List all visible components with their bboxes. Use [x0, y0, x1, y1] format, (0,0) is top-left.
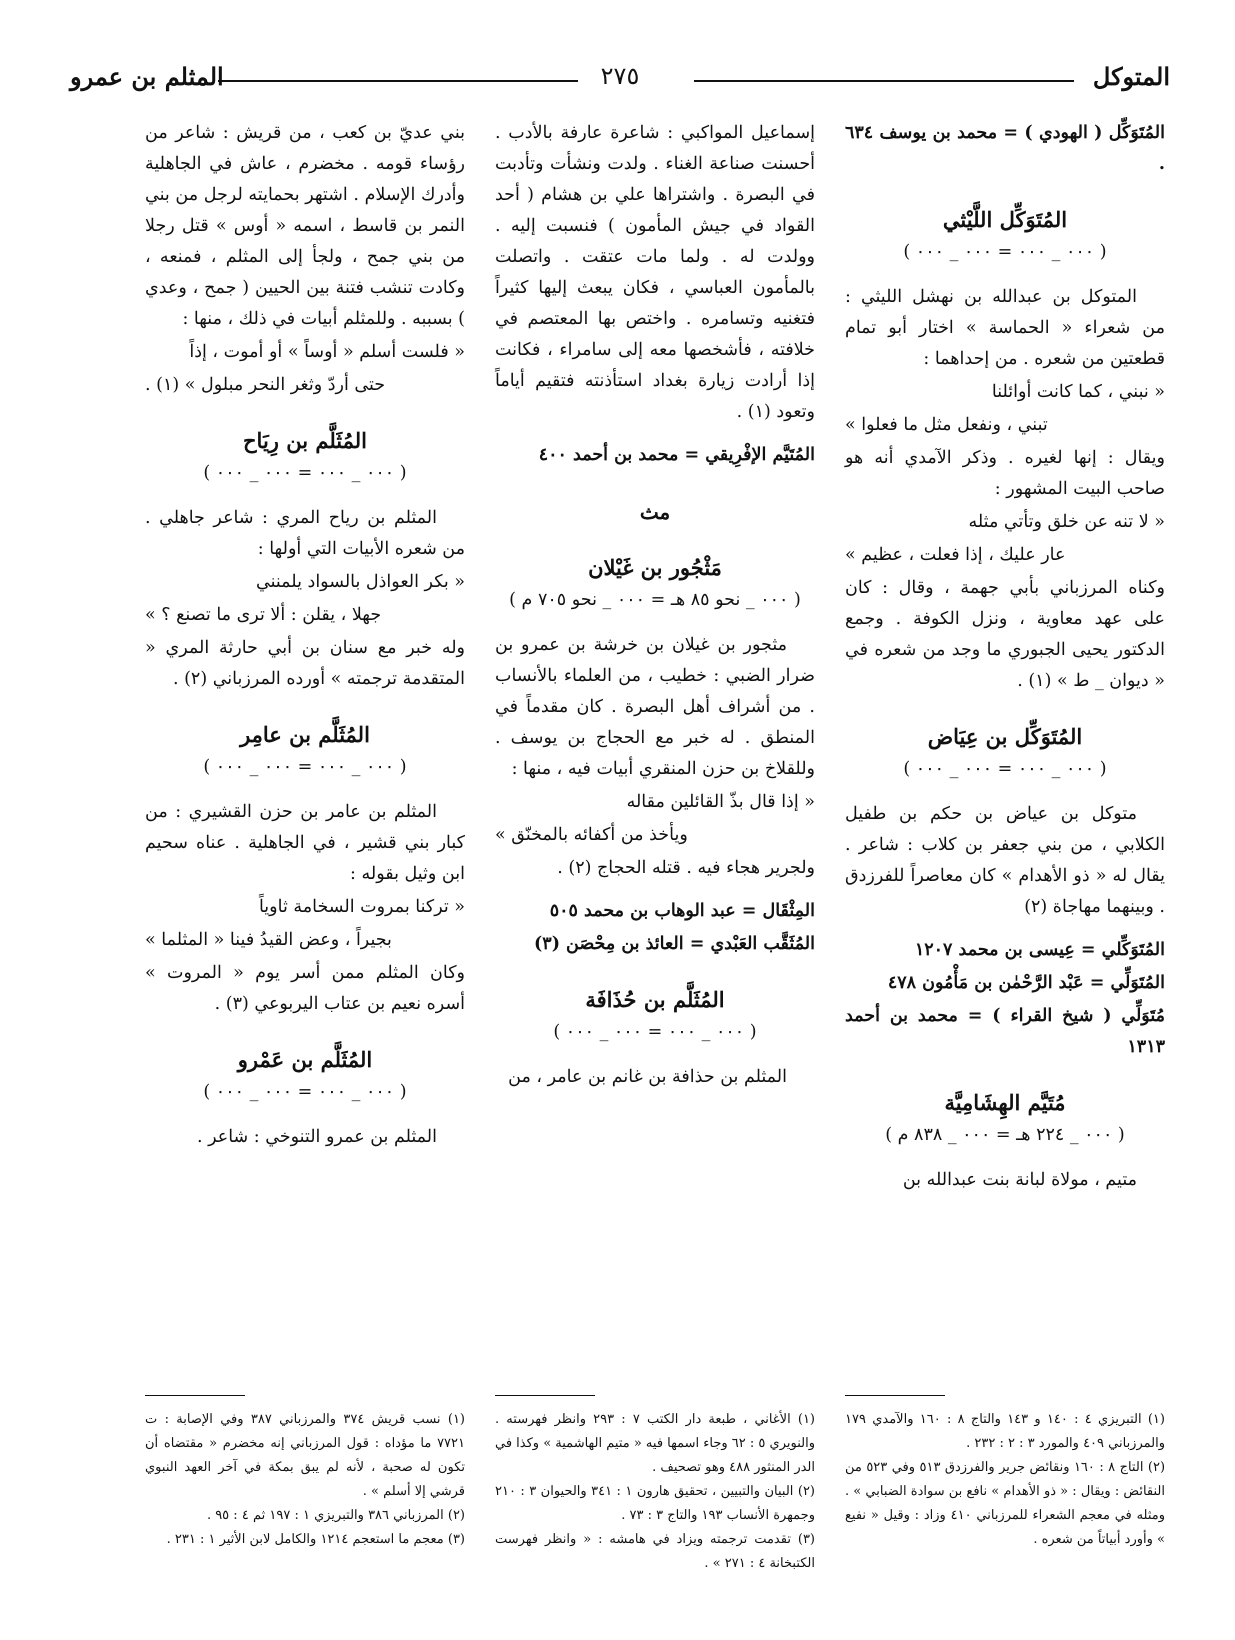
entry-dates: ( ٠٠٠ _ ٢٢٤ هـ = ٠٠٠ _ ٨٣٨ م ): [885, 1125, 1125, 1145]
verse-line: جهلا ، يقلن : ألا ترى ما تصنع ؟ »: [145, 605, 382, 625]
footnote-rule: [845, 1395, 945, 1396]
entry-text: ويقال : إنها لغيره . وذكر الآمدي أنه هو صاحب البيت المشهور :: [845, 448, 1165, 499]
verse-line: « بكر العواذل بالسواد يلمنني: [256, 572, 465, 592]
verse-line: « تركنا بمروت السخامة ثاوياً: [258, 897, 465, 917]
entry-dates: ( ٠٠٠ _ ٠٠٠ = ٠٠٠ _ ٠٠٠ ): [203, 463, 407, 483]
entry-heading: المُتَوَكِّل اللَّيْثي: [942, 207, 1068, 232]
verse-line: « لا تنه عن خلق وتأتي مثله: [968, 512, 1165, 532]
page-header: [70, 62, 1170, 102]
footnote: (٢) المرزباني ٣٨٦ والتبريزي ١ : ١٩٧ ثم ٤ : ٩٥ .: [206, 1508, 465, 1523]
footnote-rule: [495, 1395, 595, 1396]
entry-dates: ( ٠٠٠ _ نحو ٨٥ هـ = ٠٠٠ _ نحو ٧٠٥ م ): [509, 590, 801, 610]
entry-text: وكان المثلم ممن أسر يوم « المروت » أسره نعيم بن عتاب اليربوعي (٣) .: [145, 963, 465, 1014]
entry-dates: ( ٠٠٠ _ ٠٠٠ = ٠٠٠ _ ٠٠٠ ): [203, 1082, 407, 1102]
entry-text: وله خبر مع سنان بن أبي حارثة المري « المتقدمة ترجمته » أورده المرزباني (٢) .: [145, 638, 465, 689]
header-rule-right: [694, 80, 1074, 82]
entry-text: وكناه المرزباني بأبي جهمة ، وقال : كان على عهد معاوية ، ونزل الكوفة . وجمع الدكتور يحيى الجبوري ما وجد من شعره في « ديوان _ ط » (١) .: [845, 578, 1165, 691]
entry-heading: المُثَلَّم بن عامِر: [240, 722, 370, 747]
footnote: (٢) التاج ٨ : ١٦٠ ونقائض جرير والفرزدق ٥١٣ وفي ٥٢٣ من النقائض : ويقال : « ذو الأهدام » نافع بن سوادة الضبابي » . ومثله في معجم الشعراء للمرزباني ٤١٠ وزاد : وقيل « نفيع » وأورد أبياتاً من شعره .: [845, 1460, 1166, 1547]
entry-heading: مَثْجُور بن غَيْلان: [588, 555, 722, 580]
entry-text: بني عديّ بن كعب ، من قريش : شاعر من رؤساء قومه . مخضرم ، عاش في الجاهلية وأدرك الإسلام . اشتهر بحمايته لرجل من بني النمر بن قاسط ، اسمه « أوس » قتل رجلا من بني جمح ، ولجأ إلى المثلم ، فمنعه ، وكادت تنشب فتنة بين الحيين ( جمح ، وعدي ) بسببه . وللمثلم أبيات في ذلك ، منها :: [145, 123, 465, 329]
entry-text: متيم ، مولاة لبانة بنت عبدالله بن: [902, 1170, 1137, 1190]
verse-line: ويأخذ من أكفائه بالمخنّق »: [495, 825, 688, 845]
verse-line: « نبني ، كما كانت أوائلنا: [991, 382, 1165, 402]
verse-line: تبني ، ونفعل مثل ما فعلوا »: [845, 415, 1048, 435]
footnote-rule: [145, 1395, 245, 1396]
footnote: (١) الأغاني ، طبعة دار الكتب ٧ : ٢٩٣ وانظر فهرسته . والنويري ٥ : ٦٢ وجاء اسمها فيه « متيم الهاشمية » وكذا في الدر المنثور ٤٨٨ وهو تصحيف .: [494, 1412, 815, 1475]
verse-line: « إذا قال بذّ القائلين مقاله: [626, 792, 815, 812]
page-number: ٢٧٥: [600, 62, 640, 90]
cross-reference: المُتَوَكِّل ( الهودي ) = محمد بن يوسف ٦٣٤ .: [845, 123, 1165, 174]
cross-reference: المُتَيَّم الإفْرِيقي = محمد بن أحمد ٤٠٠: [538, 445, 815, 465]
entry-dates: ( ٠٠٠ _ ٠٠٠ = ٠٠٠ _ ٠٠٠ ): [903, 759, 1107, 779]
entry-heading: مُتَيَّم الهِشَامِيَّة: [944, 1090, 1066, 1115]
entry-dates: ( ٠٠٠ _ ٠٠٠ = ٠٠٠ _ ٠٠٠ ): [203, 757, 407, 777]
entry-text: مثجور بن غيلان بن خرشة بن عمرو بن ضرار الضبي : خطيب ، من العلماء بالأنساب . من أشراف أهل البصرة . كان مقدماً في المنطق . له خبر مع الحجاج بن يوسف . وللقلاخ بن حزن المنقري أبيات فيه ، منها :: [495, 635, 815, 779]
entry-heading: المُثَلَّم بن عَمْرو: [237, 1047, 373, 1072]
entry-text: متوكل بن عياض بن حكم بن طفيل الكلابي ، من بني جعفر بن كلاب : شاعر . يقال له « ذو الأهدام » كان معاصراً للفرزدق . وبينهما مهاجاة (٢): [845, 804, 1165, 917]
footnote: (٣) تقدمت ترجمته ويزاد في هامشه : « وانظر فهرست الكتبخانة ٤ : ٢٧١ » .: [495, 1532, 815, 1571]
cross-reference: المِثْقَال = عبد الوهاب بن محمد ٥٠٥: [549, 901, 815, 921]
entry-text: المثلم بن رياح المري : شاعر جاهلي . من شعره الأبيات التي أولها :: [145, 508, 465, 559]
entry-heading: المُثَلَّم بن حُذَافَة: [585, 987, 725, 1012]
cross-reference: المُتَوَكِّلي = عِيسى بن محمد ١٢٠٧: [914, 940, 1165, 960]
footnote: (٢) البيان والتبيين ، تحقيق هارون ١ : ٣٤١ والحيوان ٣ : ٢١٠ وجمهرة الأنساب ١٩٣ والتاج ٣ : ٧٣ .: [495, 1484, 815, 1523]
entry-heading: المُتَوَكِّل بن عِيَاض: [927, 724, 1083, 749]
verse-line: حتى أردّ وثغر النحر مبلول » (١) .: [145, 375, 386, 395]
verse-line: بجيراً ، وعض القيدُ فينا « المثلما »: [145, 930, 392, 950]
running-head-right: المتوكل: [1092, 62, 1170, 91]
footnotes-right: [845, 1408, 1165, 1552]
column-middle: [495, 118, 815, 1095]
column-left: [145, 118, 465, 1155]
entry-heading: المُثَلَّم بن رِيَاح: [242, 428, 368, 453]
entry-text: ولجرير هجاء فيه . قتله الحجاج (٢) .: [557, 858, 815, 878]
running-head-left: المثلم بن عمرو: [70, 62, 224, 91]
footnotes-left: [145, 1408, 465, 1552]
footnote: (١) نسب قريش ٣٧٤ والمرزباني ٣٨٧ وفي الإصابة : ت ٧٧٢١ ما مؤداه : قول المرزباني إنه مخضرم « مقتضاه أن تكون له صحبة ، لأنه لم يبق بمكة في آخر العهد النبوي قرشي إلا أسلم » .: [145, 1412, 465, 1499]
entry-dates: ( ٠٠٠ _ ٠٠٠ = ٠٠٠ _ ٠٠٠ ): [903, 242, 1107, 262]
footnotes-middle: [495, 1408, 815, 1576]
entry-text: المثلم بن عمرو التنوخي : شاعر .: [196, 1127, 437, 1147]
entry-text: المثلم بن حذافة بن غانم بن عامر ، من: [508, 1067, 787, 1087]
cross-reference: مُتَوَلِّي ( شيخ القراء ) = محمد بن أحمد ١٣١٣: [845, 1006, 1165, 1057]
verse-line: « فلست أسلم « أوساً » أو أموت ، إذاً: [189, 342, 465, 362]
cross-reference: المُثَقَّب العَبْدي = العائذ بن مِحْصَن (٣): [534, 934, 815, 954]
entry-text: إسماعيل المواكبي : شاعرة عارفة بالأدب . أحسنت صناعة الغناء . ولدت ونشأت وتأدبت في البصرة . واشتراها علي بن هشام ( أحد القواد في جيش المأمون ) فنسبت إليه . وولدت له . ولما مات عتقت . واتصلت بالمأمون العباسي ، فكان يبعث إليها كثيراً فتغنيه وتسامره . واختص بها المعتصم في خلافته ، فأشخصها معه إلى سامراء ، فكانت إذا أرادت زيارة بغداد استأذنته فتقيم أياماً وتعود (١) .: [495, 123, 816, 422]
verse-line: عار عليك ، إذا فعلت ، عظيم »: [845, 545, 1066, 565]
header-rule-left: [218, 80, 578, 82]
entry-text: المتوكل بن عبدالله بن نهشل الليثي : من شعراء « الحماسة » اختار أبو تمام قطعتين من شعره . من إحداهما :: [845, 287, 1165, 369]
column-right: [845, 118, 1165, 1198]
footnote: (٣) معجم ما استعجم ١٢١٤ والكامل لابن الأثير ١ : ٢٣١ .: [166, 1532, 465, 1547]
cross-reference: المُتَوَلِّي = عَبْد الرَّحْمٰن بن مَأْمُون ٤٧٨: [887, 973, 1165, 993]
entry-text: المثلم بن عامر بن حزن القشيري : من كبار بني قشير ، في الجاهلية . عناه سحيم ابن وثيل بقوله :: [145, 802, 465, 884]
entry-dates: ( ٠٠٠ _ ٠٠٠ = ٠٠٠ _ ٠٠٠ ): [553, 1022, 757, 1042]
section-letters: مث: [639, 500, 671, 524]
footnote: (١) التبريزي ٤ : ١٤٠ و ١٤٣ والتاج ٨ : ١٦٠ والآمدي ١٧٩ والمرزباني ٤٠٩ والمورد ٣ : ٢ : ٢٣٢ .: [845, 1412, 1165, 1451]
